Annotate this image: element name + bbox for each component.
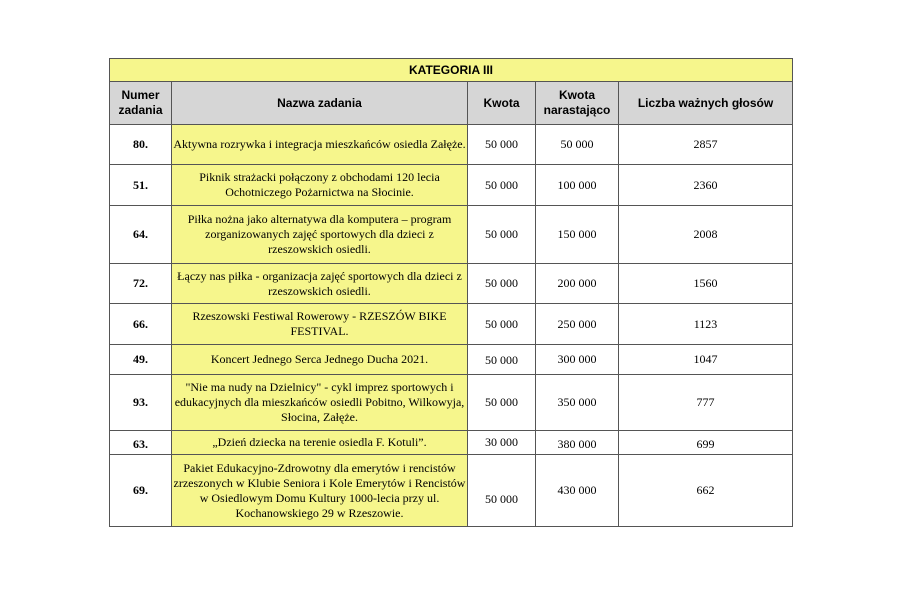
task-votes: 2008 xyxy=(619,206,793,264)
table-row xyxy=(110,125,793,165)
task-cumulative: 380 000 xyxy=(536,431,619,455)
task-number: 63. xyxy=(110,431,172,455)
task-cumulative: 350 000 xyxy=(536,375,619,431)
task-number: 64. xyxy=(110,206,172,264)
task-number: 72. xyxy=(110,264,172,304)
task-name: Pakiet Edukacyjno-Zdrowotny dla emerytów i rencistów zrzeszonych w Klubie Seniora i Kole Emerytów i Rencistów w Osiedlowym Domu Kultury 1000-lecia przy ul. Kochanowskiego 29 w Rzeszowie. xyxy=(172,455,468,527)
task-amount: 50 000 xyxy=(468,264,536,304)
task-amount: 50 000 xyxy=(468,375,536,431)
header-amount: Kwota xyxy=(468,82,536,125)
task-number: 51. xyxy=(110,165,172,206)
task-cumulative: 250 000 xyxy=(536,304,619,345)
task-amount: 50 000 xyxy=(468,125,536,165)
task-amount: 50 000 xyxy=(468,165,536,206)
table-row xyxy=(110,206,793,264)
table-row xyxy=(110,264,793,304)
task-name: Piknik strażacki połączony z obchodami 120 lecia Ochotniczego Pożarnictwa na Słocinie. xyxy=(172,165,468,206)
category-title: KATEGORIA III xyxy=(110,59,793,82)
task-votes: 662 xyxy=(619,455,793,527)
table-row xyxy=(110,455,793,527)
task-cumulative: 150 000 xyxy=(536,206,619,264)
table-row xyxy=(110,304,793,345)
category-row xyxy=(110,59,793,82)
results-table xyxy=(109,58,793,527)
task-number: 69. xyxy=(110,455,172,527)
task-cumulative: 50 000 xyxy=(536,125,619,165)
task-name: Koncert Jednego Serca Jednego Ducha 2021. xyxy=(172,345,468,375)
task-name: Aktywna rozrywka i integracja mieszkańców osiedla Załęże. xyxy=(172,125,468,165)
table-row xyxy=(110,431,793,455)
task-number: 66. xyxy=(110,304,172,345)
task-votes: 1047 xyxy=(619,345,793,375)
task-number: 80. xyxy=(110,125,172,165)
task-amount: 50 000 xyxy=(468,345,536,375)
task-cumulative: 300 000 xyxy=(536,345,619,375)
task-votes: 2360 xyxy=(619,165,793,206)
table-row xyxy=(110,375,793,431)
table-row xyxy=(110,165,793,206)
task-votes: 699 xyxy=(619,431,793,455)
header-name: Nazwa zadania xyxy=(172,82,468,125)
header-votes: Liczba ważnych głosów xyxy=(619,82,793,125)
task-name: "Nie ma nudy na Dzielnicy" - cykl imprez sportowych i edukacyjnych dla mieszkańców osiedli Pobitno, Wilkowyja, Słocina, Załęże. xyxy=(172,375,468,431)
task-amount: 30 000 xyxy=(468,431,536,455)
task-cumulative: 200 000 xyxy=(536,264,619,304)
task-amount: 50 000 xyxy=(468,304,536,345)
task-name: Łączy nas piłka - organizacja zajęć sportowych dla dzieci z rzeszowskich osiedli. xyxy=(172,264,468,304)
task-number: 49. xyxy=(110,345,172,375)
task-name: Piłka nożna jako alternatywa dla komputera – program zorganizowanych zajęć sportowych dla dzieci z rzeszowskich osiedli. xyxy=(172,206,468,264)
task-amount: 50 000 xyxy=(468,206,536,264)
task-votes: 1560 xyxy=(619,264,793,304)
table-row xyxy=(110,345,793,375)
header-row xyxy=(110,82,793,125)
task-amount: 50 000 xyxy=(468,455,536,527)
task-votes: 1123 xyxy=(619,304,793,345)
task-number: 93. xyxy=(110,375,172,431)
header-number: Numer zadania xyxy=(110,82,172,125)
task-cumulative: 100 000 xyxy=(536,165,619,206)
task-name: „Dzień dziecka na terenie osiedla F. Kotuli”. xyxy=(172,431,468,455)
task-name: Rzeszowski Festiwal Rowerowy - RZESZÓW BIKE FESTIVAL. xyxy=(172,304,468,345)
header-cumulative: Kwota narastająco xyxy=(536,82,619,125)
task-votes: 2857 xyxy=(619,125,793,165)
task-votes: 777 xyxy=(619,375,793,431)
task-cumulative: 430 000 xyxy=(536,455,619,527)
